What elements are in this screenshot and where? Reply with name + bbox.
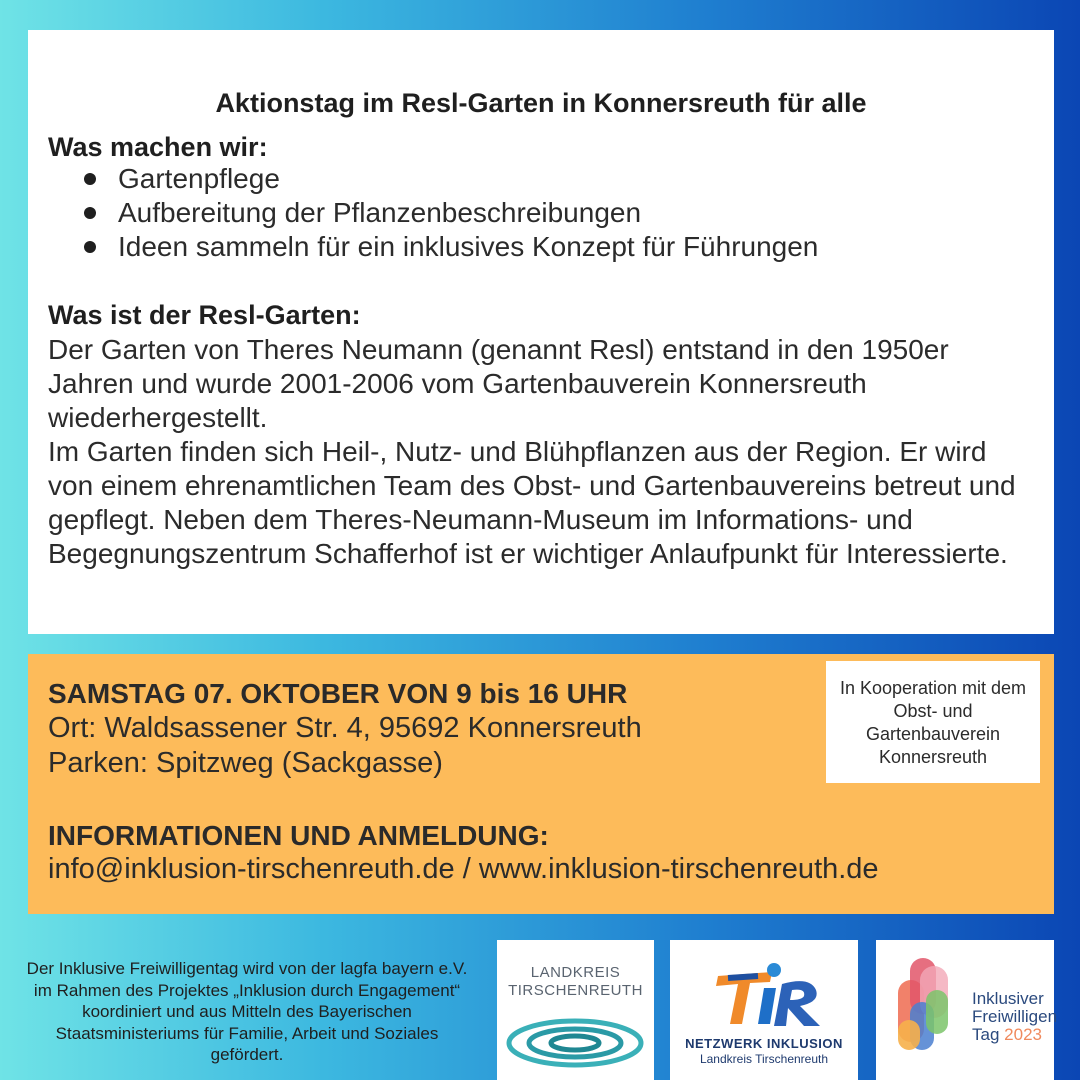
list-item: Gartenpflege	[84, 162, 818, 196]
activities-heading: Was machen wir:	[48, 132, 268, 162]
bullet-icon	[84, 241, 96, 253]
activities-list	[84, 162, 818, 264]
logo1-line1: LANDKREIS	[530, 964, 621, 981]
registration-heading: INFORMATIONEN UND ANMELDUNG:	[48, 820, 549, 851]
freiwilligentag-logo	[876, 940, 1058, 1080]
logo3-line2: Freiwilligen	[972, 1007, 1058, 1026]
event-date: SAMSTAG 07. OKTOBER VON 9 bis 16 UHR	[48, 678, 628, 709]
cooperation-note: In Kooperation mit dem Obst- und Gartenbauverein Konnersreuth	[826, 661, 1040, 783]
netzwerk-inklusion-logo	[670, 940, 858, 1080]
landkreis-logo	[497, 940, 654, 1080]
logo3-line1: Inklusiver	[972, 989, 1044, 1008]
logo2-line2: Landkreis Tirschenreuth	[699, 1052, 829, 1066]
garden-history-text: Der Garten von Theres Neumann (genannt Resl) entstand in den 1950er Jahren und wurde 2001-2006 vom Gartenbauverein Konnersreuth wiederhergestellt.	[48, 334, 949, 433]
event-info-box	[28, 654, 1054, 914]
logo3-year: 2023	[1004, 1025, 1042, 1044]
contact-links[interactable]: info@inklusion-tirschenreuth.de / www.inklusion-tirschenreuth.de	[48, 853, 879, 885]
bullet-icon	[84, 207, 96, 219]
garden-description-text: Im Garten finden sich Heil-, Nutz- und Blühpflanzen aus der Region. Er wird von einem ehrenamtlichen Team des Obst- und Gartenbauvereins betreut und gepflegt. Neben dem Theres-Neumann-Museum im Informations- und Begegnungszentrum Schafferhof ist er wichtiger Anlaufpunkt für Interessierte.	[48, 436, 1016, 569]
event-location: Ort: Waldsassener Str. 4, 95692 Konnersreuth	[48, 712, 642, 744]
colorful-shapes-icon	[876, 940, 972, 1080]
description-card	[28, 30, 1054, 634]
list-item: Aufbereitung der Pflanzenbeschreibungen	[84, 196, 818, 230]
bullet-icon	[84, 173, 96, 185]
event-parking: Parken: Spitzweg (Sackgasse)	[48, 747, 443, 779]
logo3-line3: Tag	[972, 1025, 1000, 1044]
water-ripple-icon	[497, 940, 654, 1080]
funding-note: Der Inklusive Freiwilligentag wird von der lagfa bayern e.V. im Rahmen des Projektes „Inklusion durch Engagement“ koordiniert und aus Mitteln des Bayerischen Staatsministeriums für Familie, Arbeit und Soziales gefördert.	[26, 959, 468, 1064]
list-item: Ideen sammeln für ein inklusives Konzept für Führungen	[84, 230, 818, 264]
logo2-line1: NETZWERK INKLUSION	[685, 1036, 843, 1051]
logo1-line2: TIRSCHENREUTH	[508, 982, 643, 999]
page-title: Aktionstag im Resl-Garten in Konnersreuth für alle	[215, 88, 867, 118]
tir-logo-icon	[670, 940, 858, 1036]
garden-heading: Was ist der Resl-Garten:	[48, 300, 361, 330]
